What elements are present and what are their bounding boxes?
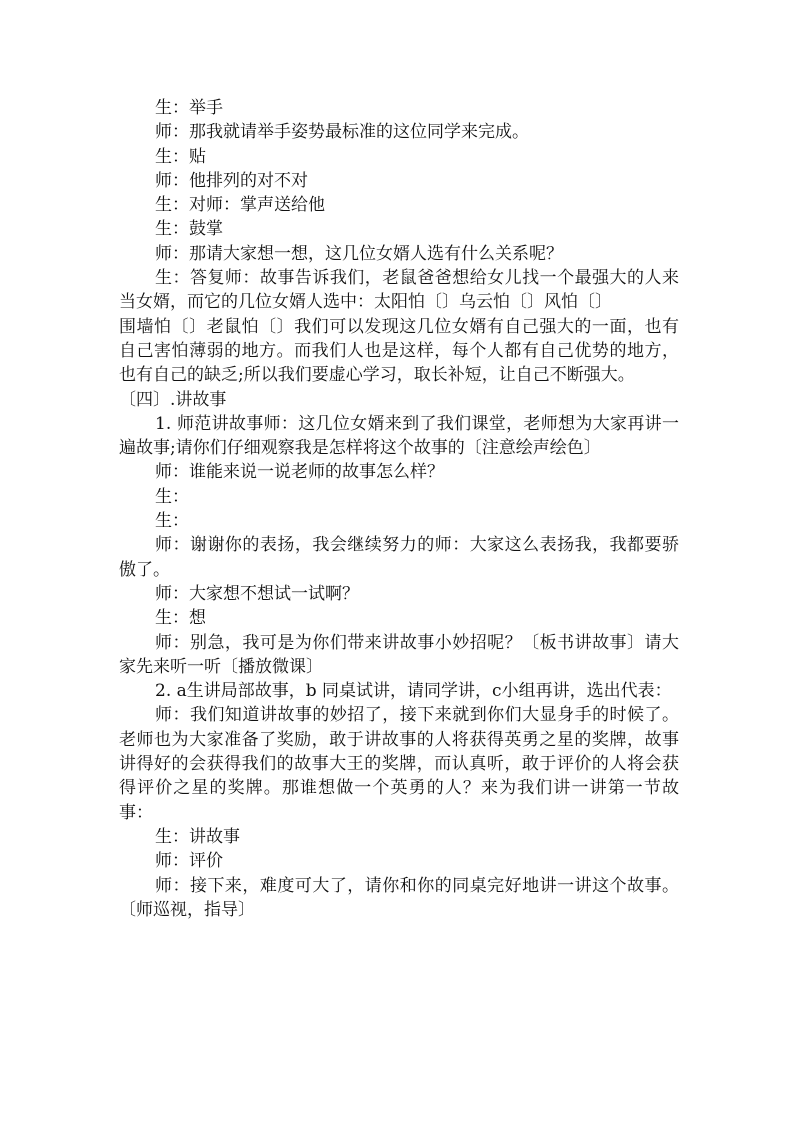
paragraph: 师：谁能来说一说老师的故事怎么样？ [155,462,444,483]
paragraph: 师：谢谢你的表扬，我会继续努力的师：大家这么表扬我，我都要骄傲了。 [119,535,679,580]
paragraph: 师：接下来，难度可大了，请你和你的同桌完好地讲一讲这个故事。〔师巡视，指导〕 [119,875,679,920]
paragraph: 师：他排列的对不对 [155,170,308,191]
document-body [119,96,679,922]
paragraph: 生： [155,486,189,507]
paragraph: 师：别急，我可是为你们带来讲故事小妙招呢？〔板书讲故事〕请大家先来听一听〔播放微课〕 [119,632,679,677]
paragraph: 2. a生讲局部故事，b 同桌试讲，请同学讲，c小组再讲，选出代表： [155,681,672,702]
paragraph: 生：讲故事 [155,826,240,847]
paragraph: 生：想 [155,608,206,629]
paragraph: 生：对师：掌声送给他 [155,195,325,216]
section-heading: 〔四〕.讲故事 [119,389,227,410]
paragraph: 师：评价 [155,851,223,872]
paragraph: 师：大家想不想试一试啊？ [155,583,359,604]
paragraph: 生：答复师：故事告诉我们，老鼠爸爸想给女儿找一个最强大的人来当女婿，而它的几位女婿人选中：太阳怕〔〕乌云怕〔〕风怕〔〕 [119,268,679,313]
paragraph: 师：那请大家想一想，这几位女婿人选有什么关系呢？ [155,243,563,264]
paragraph: 生：举手 [155,98,223,118]
paragraph: 师：我们知道讲故事的妙招了，接下来就到你们大显身手的时候了。老师也为大家准备了奖励，敢于讲故事的人将获得英勇之星的奖牌，故事讲得好的会获得我们的故事大王的奖牌，而认真听，敢于评价的人将会获得评价之星的奖牌。那谁想做一个英勇的人？来为我们讲一讲第一节故事： [119,705,679,823]
paragraph: 围墙怕〔〕老鼠怕〔〕我们可以发现这几位女婿有自己强大的一面，也有自己害怕薄弱的地方。而我们人也是这样，每个人都有自己优势的地方，也有自己的缺乏;所以我们要虚心学习，取长补短，让自己不断强大。 [119,316,679,386]
paragraph: 生：鼓掌 [155,219,223,240]
paragraph: 生：贴 [155,146,206,167]
paragraph: 1. 师范讲故事师：这几位女婿来到了我们课堂，老师想为大家再讲一遍故事;请你们仔细观察我是怎样将这个故事的〔注意绘声绘色〕 [119,413,679,459]
paragraph: 生： [155,511,189,532]
paragraph: 师：那我就请举手姿势最标准的这位同学来完成。 [155,122,529,143]
